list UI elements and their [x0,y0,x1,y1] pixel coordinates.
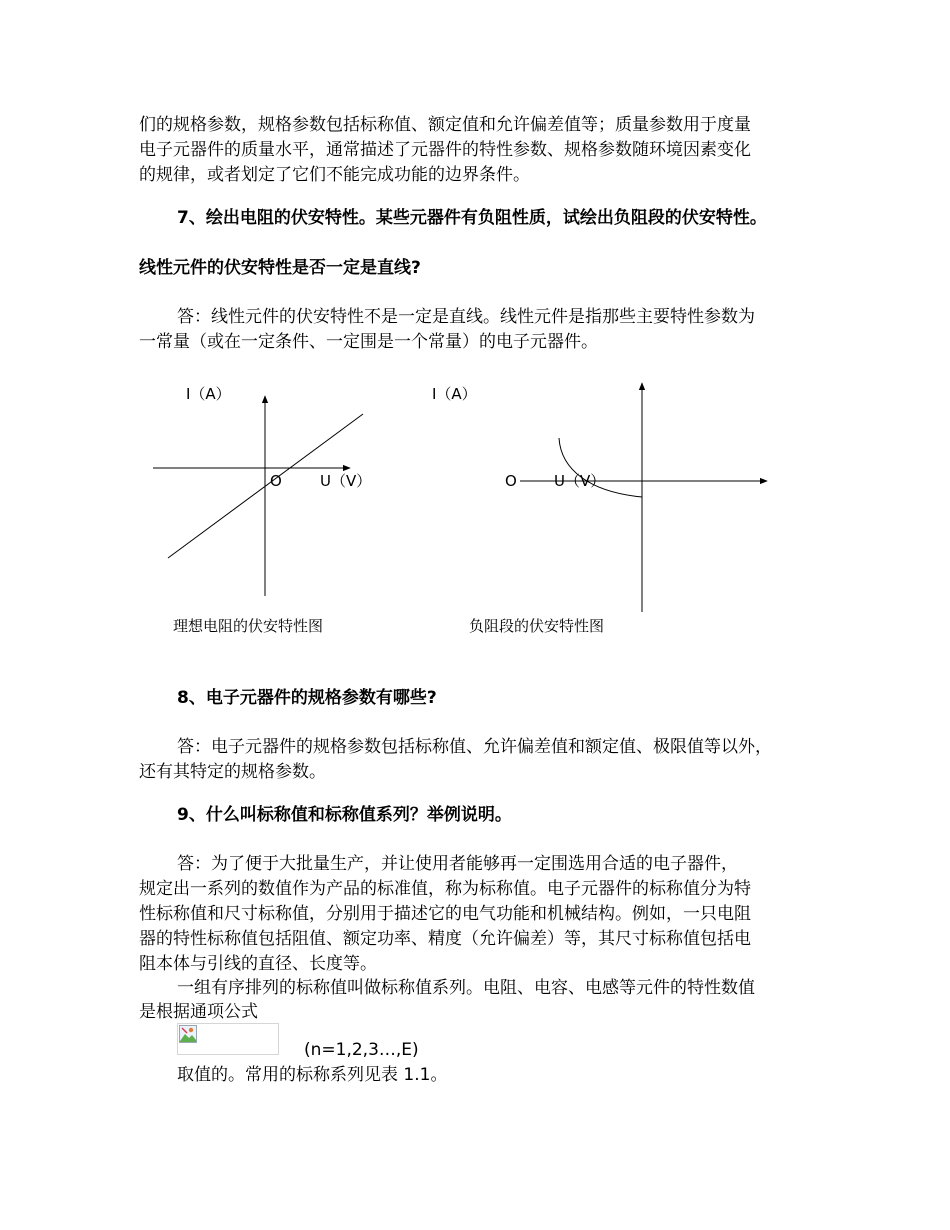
question-9-heading: 9、什么叫标称值和标称值系列？举例说明。 [177,805,512,825]
question-8-heading: 8、电子元器件的规格参数有哪些? [177,688,437,708]
broken-image-icon [179,1025,197,1043]
y-axis-label: I（A） [186,385,231,403]
answer-9-line: 答：为了便于大批量生产，并让使用者能够再一定围选用合适的电子器件， [177,854,738,874]
origin-label: O [505,472,517,490]
formula-range: (n=1,2,3…,E) [304,1040,419,1060]
paragraph-line: 电子元器件的质量水平，通常描述了元器件的特性参数、规格参数随环境因素变化 [139,140,751,160]
answer-9-line: 性标称值和尺寸标称值，分别用于描述它的电气功能和机械结构。例如，一只电阻 [139,904,751,924]
answer-9-line: 是根据通项公式 [139,1002,258,1022]
answer-8-line: 还有其特定的规格参数。 [139,762,326,782]
x-axis-label: U（V） [554,472,606,490]
question-7-subheading: 线性元件的伏安特性是否一定是直线? [139,258,421,278]
paragraph-line: 的规律，或者划定了它们不能完成功能的边界条件。 [139,165,530,185]
question-7-heading: 7、绘出电阻的伏安特性。某些元器件有负阻性质，试绘出负阻段的伏安特性。 [177,208,767,228]
paragraph-line: 们的规格参数，规格参数包括标称值、额定值和允许偏差值等；质量参数用于度量 [139,115,751,135]
answer-9-line: 阻本体与引线的直径、长度等。 [139,954,377,974]
answer-9-line: 一组有序排列的标称值叫做标称值系列。电阻、电容、电感等元件的特性数值 [177,978,755,998]
answer-9-line: 取值的。常用的标称系列见表 1.1。 [177,1065,448,1085]
answer-7-line: 一常量（或在一定条件、一定围是一个常量）的电子元器件。 [139,332,598,352]
figure-caption-left: 理想电阻的伏安特性图 [173,617,324,635]
answer-7-line: 答：线性元件的伏安特性不是一定是直线。线性元件是指那些主要特性参数为 [177,307,755,327]
origin-label: O [270,472,282,490]
figure-caption-right: 负阻段的伏安特性图 [469,617,605,635]
x-axis-label: U（V） [320,472,372,490]
y-axis-label: I（A） [432,385,477,403]
answer-8-line: 答：电子元器件的规格参数包括标称值、允许偏差值和额定值、极限值等以外， [177,737,772,757]
formula-image-placeholder [177,1023,279,1055]
answer-9-line: 规定出一系列的数值作为产品的标准值，称为标称值。电子元器件的标称值分为特 [139,879,751,899]
answer-9-line: 器的特性标称值包括阻值、额定功率、精度（允许偏差）等，其尺寸标称值包括电 [139,929,751,949]
